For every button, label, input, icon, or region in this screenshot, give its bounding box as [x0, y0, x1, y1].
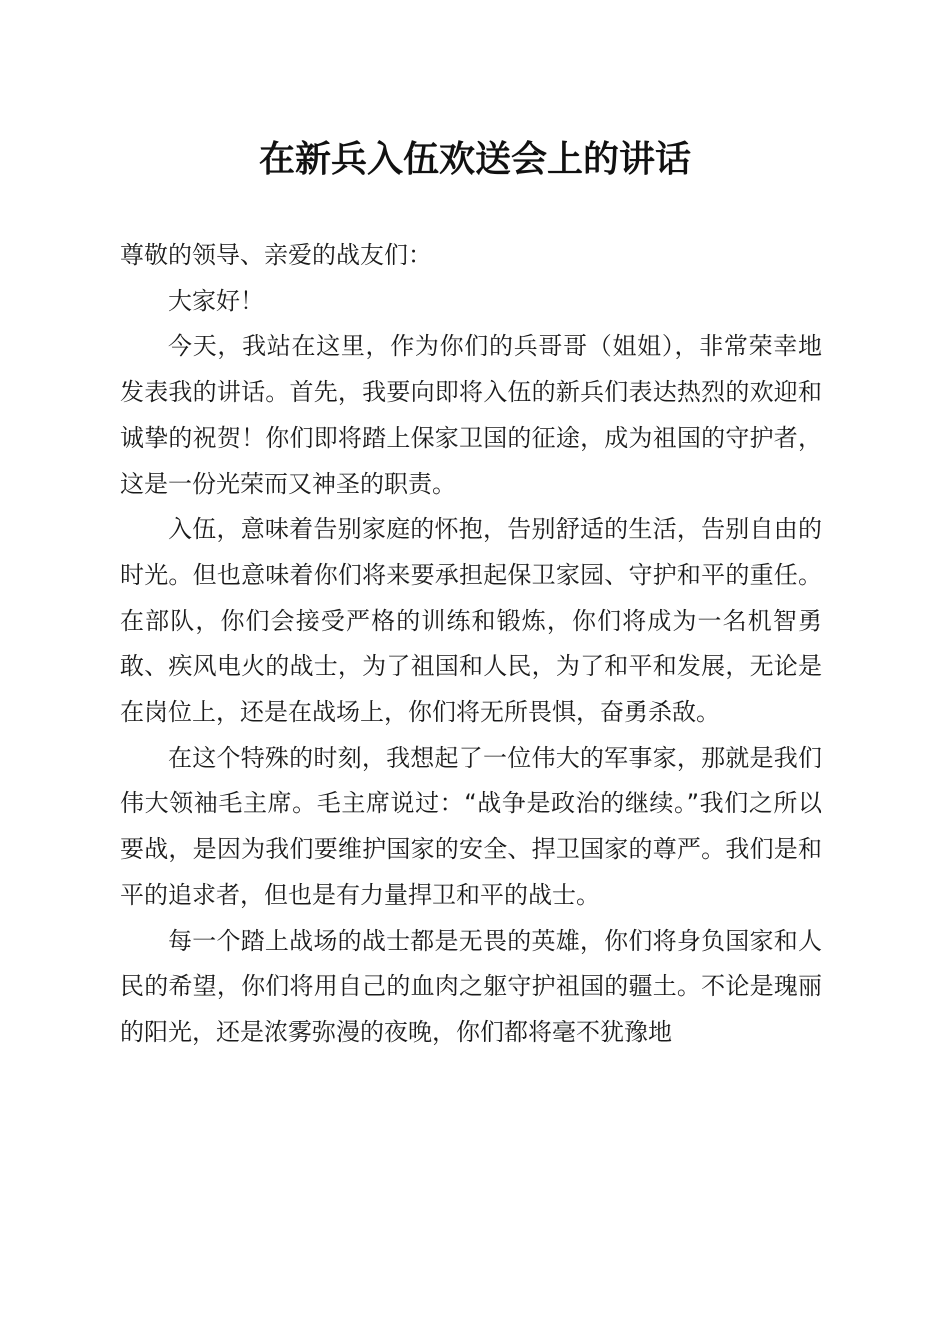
- paragraph-enlistment: 入伍，意味着告别家庭的怀抱，告别舒适的生活，告别自由的时光。但也意味着你们将来要承担起保卫家园、守护和平的重任。在部队，你们会接受严格的训练和锻炼，你们将成为一名机智勇敢、疾风电火的战士，为了祖国和人民，为了和平和发展，无论是在岗位上，还是在战场上，你们将无所畏惧，奋勇杀敌。: [120, 515, 822, 727]
- document-body: [120, 233, 822, 1056]
- salutation: 尊敬的领导、亲爱的战友们：: [120, 241, 432, 269]
- paragraph-chairman-mao: 在这个特殊的时刻，我想起了一位伟大的军事家，那就是我们伟大领袖毛主席。毛主席说过：“战争是政治的继续。”我们之所以要战，是因为我们要维护国家的安全、捍卫国家的尊严。我们是和平的追求者，但也是有力量捍卫和平的战士。: [120, 743, 822, 909]
- paragraph-intro: 今天，我站在这里，作为你们的兵哥哥（姐姐），非常荣幸地发表我的讲话。首先，我要向即将入伍的新兵们表达热烈的欢迎和诚挚的祝贺！你们即将踏上保家卫国的征途，成为祖国的守护者，这是一份光荣而又神圣的职责。: [120, 332, 822, 498]
- paragraph-heroes: 每一个踏上战场的战士都是无畏的英雄，你们将身负国家和人民的希望，你们将用自己的血肉之躯守护祖国的疆土。不论是瑰丽的阳光，还是浓雾弥漫的夜晚，你们都将毫不犹豫地: [120, 926, 822, 1046]
- paragraph-greeting: 大家好！: [168, 286, 264, 315]
- document-title: 在新兵入伍欢送会上的讲话: [258, 138, 691, 180]
